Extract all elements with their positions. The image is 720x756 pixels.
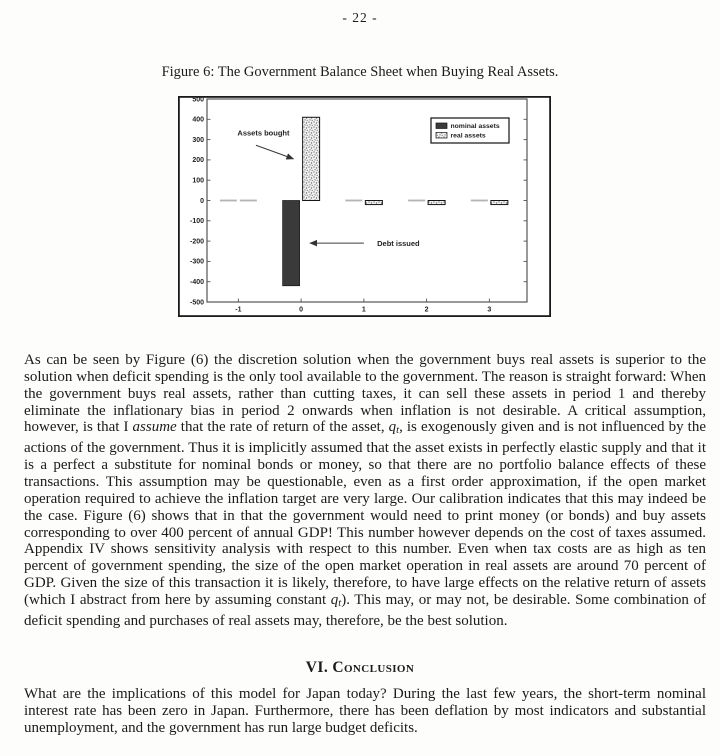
svg-text:200: 200 (192, 157, 204, 165)
svg-text:nominal assets: nominal assets (450, 123, 500, 130)
svg-text:-200: -200 (189, 238, 204, 246)
body-paragraph-2: What are the implications of this model for Japan today? During the last few years, the short-term nominal interest rate has been zero in Japan. Furthermore, there has been deflation by most indicators and substantial unemployment, and the government has run large budget deficits. (24, 686, 706, 736)
svg-text:0: 0 (200, 197, 204, 205)
svg-text:300: 300 (192, 136, 204, 144)
section-heading-conclusion: VI. Conclusion (305, 659, 415, 676)
svg-text:400: 400 (192, 116, 204, 124)
svg-text:-500: -500 (189, 299, 204, 307)
svg-text:2: 2 (424, 306, 429, 314)
svg-text:500: 500 (192, 96, 204, 104)
svg-text:-100: -100 (189, 218, 204, 226)
chart-legend (431, 118, 509, 143)
svg-text:100: 100 (192, 177, 204, 185)
svg-text:3: 3 (487, 306, 492, 314)
svg-text:0: 0 (299, 306, 304, 314)
figure-caption: Figure 6: The Government Balance Sheet when Buying Real Assets. (161, 64, 559, 80)
figure6-chart (178, 96, 551, 317)
svg-text:-300: -300 (189, 258, 204, 266)
svg-text:-400: -400 (189, 279, 204, 286)
svg-text:1: 1 (361, 306, 366, 314)
svg-text:-1: -1 (235, 306, 242, 314)
page-number: - 22 - (342, 10, 378, 25)
bar-chart-canvas (178, 96, 551, 317)
svg-text:Debt issued: Debt issued (377, 239, 420, 249)
svg-text:real assets: real assets (450, 132, 486, 140)
svg-text:Assets bought: Assets bought (237, 128, 290, 138)
body-paragraph-1: As can be seen by Figure (6) the discretion solution when the government buys real assets is superior to the solution when deficit spending is the only tool available to the government. The reason is straight forward: When the government buys real assets, rather than cutting taxes, it can sell these assets in period 1 and thereby eliminate the inflationary bias in period 2 onwards when inflation is not desirable. A critical assumption, however, is that I assume that the rate of return of the asset, qt, is exogenously given and is not influenced by the actions of the government. Thus it is implicitly assumed that the asset exists in perfectly elastic supply and that it is a perfect a substitute for nominal bonds or money, so that there are no portfolio balance effects of these transactions. This assumption may be questionable, even as a first order approximation, if the open market operation required to achieve the inflation target are very large. Our calibration indicates that this may indeed be the case. Figure (6) shows that in that the government would need to print money (or bonds) and buy assets corresponding to over 400 percent of annual GDP! This number however depends on the cost of taxes assumed. Appendix IV shows sensitivity analysis with respect to this number. Even when tax costs are as high as ten percent of government spending, the size of the open market operation in real assets are around 70 percent of GDP. Given the size of this transaction it is likely, therefore, to have large effects on the relative return of assets (which I abstract from here by assuming constant qt). This may, or may not, be desirable. Some combination of deficit spending and purchases of real assets may, therefore, be the best solution. (24, 352, 706, 629)
